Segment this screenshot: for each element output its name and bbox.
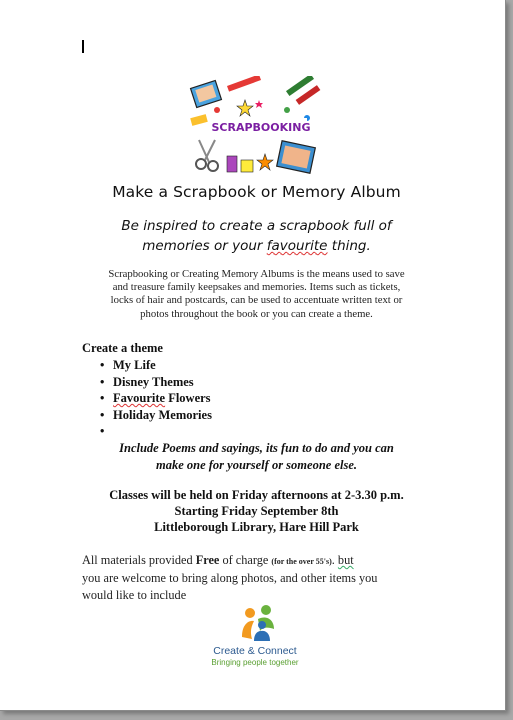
theme-heading: Create a theme	[82, 341, 163, 355]
create-connect-logo-icon	[238, 603, 280, 643]
materials-line-3: would like to include	[82, 588, 187, 602]
class-start: Starting Friday September 8th	[174, 504, 339, 518]
poem-line: make one for yourself or someone else.	[155, 458, 358, 472]
logo-text: SCRAPBOOKING	[211, 121, 311, 134]
scrapbooking-logo	[187, 76, 327, 182]
subtitle-line-1: Be inspired to create a scrapbook full of	[121, 218, 392, 234]
list-item	[100, 390, 212, 407]
materials-text: .	[331, 553, 338, 567]
materials-grammar-word: but	[337, 553, 354, 567]
list-item: • My Life	[100, 357, 212, 374]
materials-paragraph	[82, 552, 442, 604]
materials-free: Free	[195, 553, 220, 567]
intro-line: locks of hair and postcards, can be used to accentuate written text or	[110, 294, 403, 307]
subtitle-line-2	[60, 236, 453, 256]
list-item: • Holiday Memories	[100, 407, 212, 424]
subtitle-spelling-word: favourite	[266, 238, 328, 254]
theme-spelling-word: Favourite	[113, 391, 166, 405]
materials-text: All materials provided	[82, 553, 196, 567]
text-cursor	[82, 40, 84, 53]
theme-text: Flowers	[165, 391, 211, 405]
org-tagline: Bringing people together	[211, 658, 299, 667]
intro-line: Scrapbooking or Creating Memory Albums is the means used to save	[108, 268, 405, 280]
theme-list	[100, 357, 212, 440]
subtitle-text: memories or your	[142, 238, 267, 254]
subtitle-text-end: thing.	[327, 238, 371, 254]
materials-text: of charge	[219, 553, 272, 567]
class-location: Littleborough Library, Hare Hill Park	[154, 520, 359, 534]
materials-line-2: you are welcome to bring along photos, and other items you	[82, 571, 378, 585]
poem-note	[70, 440, 443, 474]
class-time: Classes will be held on Friday afternoons at 2-3.30 p.m.	[109, 488, 404, 502]
poem-line: Include Poems and sayings, its fun to do and you can	[119, 441, 394, 455]
intro-line: photos throughout the book or you can create a theme.	[140, 307, 373, 320]
intro-line: and treasure family keepsakes and memories. Items such as tickets,	[112, 281, 401, 294]
intro-paragraph	[78, 268, 435, 321]
list-item-empty	[100, 423, 212, 440]
document-subtitle	[60, 216, 453, 256]
class-details	[0, 487, 513, 535]
list-item: • Disney Themes	[100, 374, 212, 391]
document-title: Make a Scrapbook or Memory Album	[112, 183, 401, 201]
org-name: Create & Connect	[213, 645, 297, 657]
materials-age-note: (for the over 55's)	[271, 557, 332, 566]
materials-line-1	[82, 552, 442, 570]
